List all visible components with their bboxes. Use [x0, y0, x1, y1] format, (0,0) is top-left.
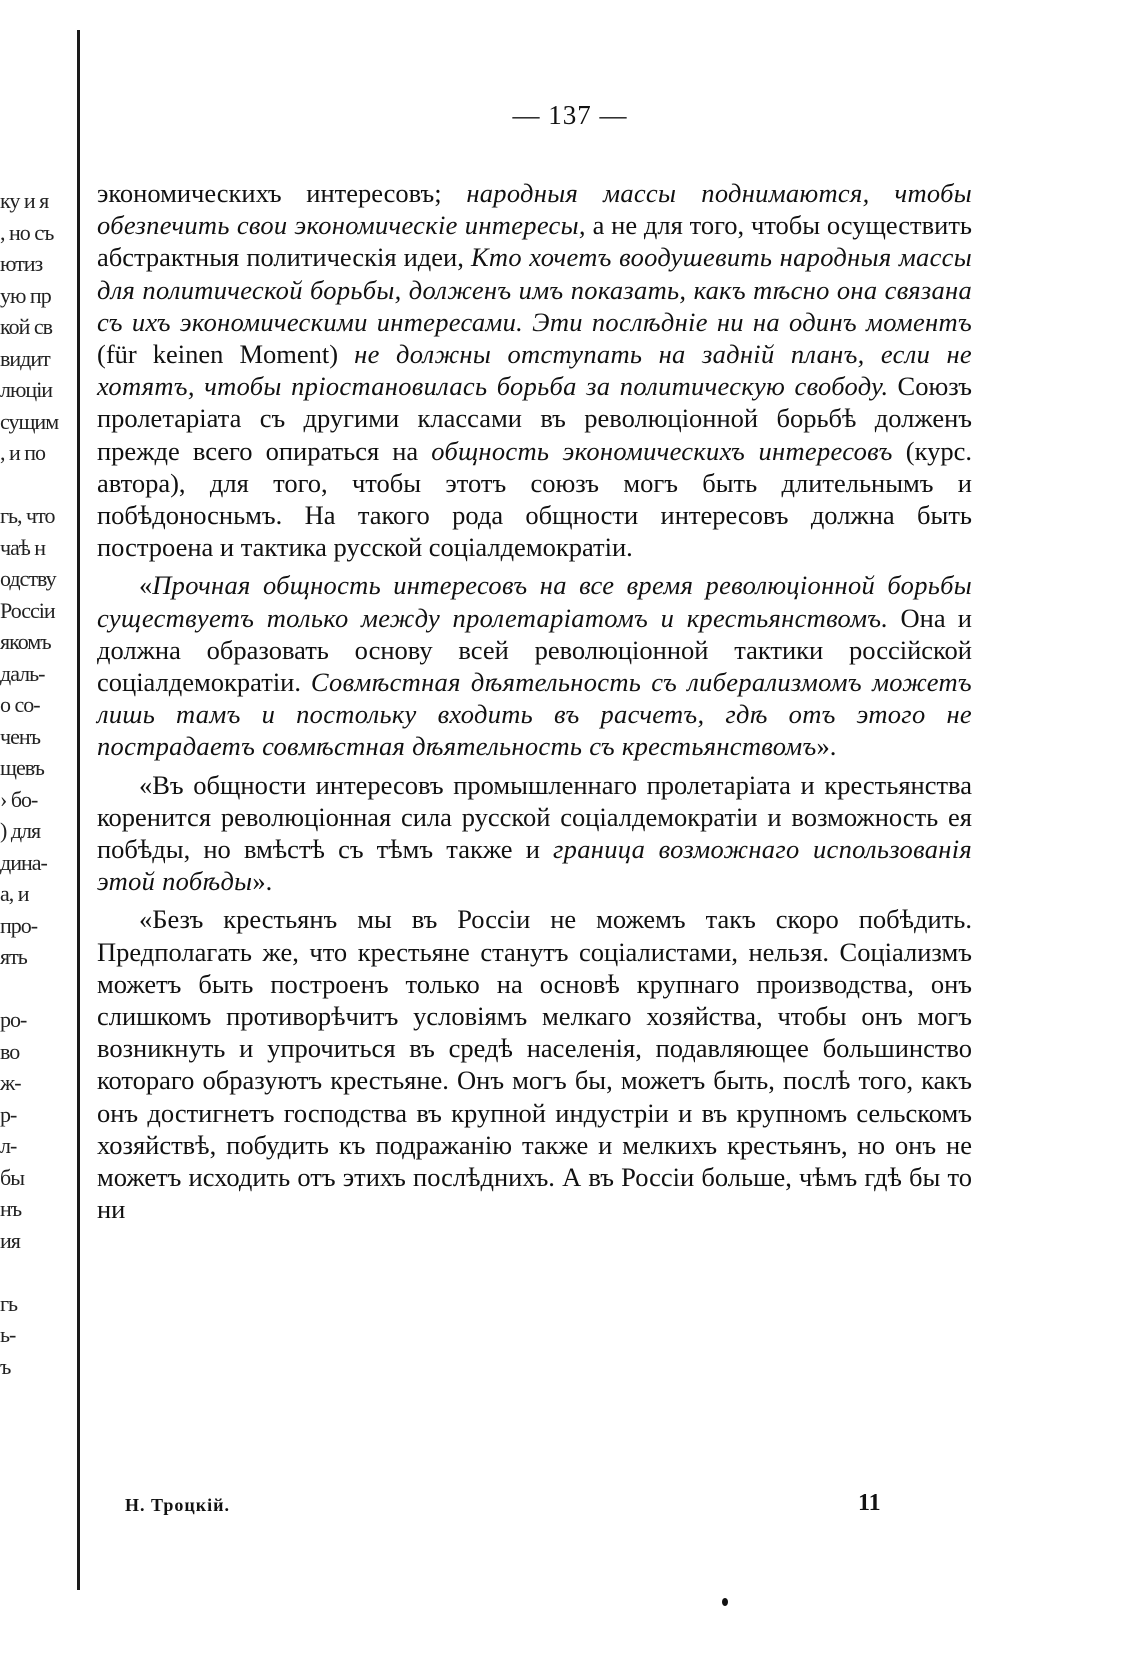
footer-author: Н. Троцкiй. — [125, 1495, 230, 1515]
bleed-line: о со- — [0, 692, 40, 717]
bleed-line: а, и — [0, 881, 29, 906]
italic-run: не должны отступать на заднiй планъ, если не хотятъ, чтобы прiостановилась борьба за политическую свободу. — [97, 339, 972, 402]
bleed-line: видит — [0, 345, 50, 371]
bleed-through-text — [0, 185, 74, 1379]
bleed-line: дина- — [0, 849, 47, 875]
bleed-line: ять — [0, 944, 27, 969]
bleed-line: ъ — [0, 1353, 11, 1379]
text-run: «Безъ крестьянъ мы въ Россiи не можемъ такъ скоро побѣдить. Предполагать же, что крестьяне станутъ соцiалистами, нельзя. Соцiализмъ можетъ быть построенъ только на основѣ крупнаго производства, онъ слишкомъ противорѣчитъ условiямъ мелкаго хозяйства, чтобы онъ могъ возникнуть и упрочиться въ средѣ населенiя, подавляющее большинство котораго образуютъ крестьяне. Онъ могъ бы, можетъ быть, послѣ того, какъ онъ достигнетъ господства въ крупной индустрiи и въ крупномъ сельскомъ хозяйствѣ, побудить къ подражанiю также и мелкихъ крестьянъ, но онъ не можетъ исходить отъ этихъ послѣднихъ. А въ Россiи больше, чѣмъ гдѣ бы то ни — [97, 904, 972, 1225]
bleed-line: щевъ — [0, 755, 44, 780]
bleed-line: одству — [0, 566, 56, 591]
bleed-line: во — [0, 1038, 20, 1064]
bleed-line: л- — [0, 1133, 17, 1158]
bleed-line: ку и я — [0, 188, 49, 213]
italic-run: Совмѣстная дѣятельность съ либерализмомъ можетъ лишь тамъ и постольку входить въ расчетъ, гдѣ отъ этого не пострадаетъ совмѣстная дѣятельность съ крестьянствомъ — [97, 667, 972, 762]
text-run: ». — [252, 866, 273, 897]
bleed-line: про- — [0, 912, 38, 938]
page-number: — 137 — — [512, 100, 628, 130]
text-run: Она и должна образовать основу всей революцiонной тактики россiйской соцiалдемократiи. — [97, 602, 972, 698]
bleed-line: гь — [0, 1290, 18, 1316]
signature-mark: 11 — [858, 1490, 881, 1516]
bleed-line — [0, 973, 74, 1005]
bleed-line: ую пр — [0, 282, 51, 308]
bleed-line: ) для — [0, 818, 41, 843]
text-run: Союзъ пролетарiата съ другими классами въ революцiонной борьбѣ долженъ прежде всего опираться на — [97, 371, 972, 466]
bleed-line: даль- — [0, 660, 45, 686]
bleed-line: гь, что — [0, 503, 55, 528]
bleed-line: , и по — [0, 440, 46, 465]
bleed-line: нъ — [0, 1196, 22, 1221]
body-text — [97, 177, 972, 1226]
ink-speck — [722, 1598, 728, 1606]
italic-run: Прочная общность интересовъ на все время революцiонной борьбы существуетъ только между пролетарiатомъ и крестьянствомъ. — [97, 570, 972, 633]
bleed-line: чаѣ н — [0, 534, 46, 560]
italic-run: Кто хочетъ воодушевить народныя массы для политической борьбы, долженъ имъ показать, какъ тѣсно она связана съ ихъ экономическими интересами. Эти послѣднiе ни на одинъ моментъ — [97, 242, 972, 337]
bleed-line: р- — [0, 1101, 17, 1127]
bleed-line: ро- — [0, 1007, 27, 1032]
bleed-line: ия — [0, 1227, 20, 1253]
text-run: а не для того, чтобы осуществить абстрактныя политическiя идеи, — [97, 210, 972, 273]
bleed-line — [0, 1256, 74, 1288]
text-run: экономическихъ интересовъ; — [97, 178, 467, 208]
text-run: « — [139, 570, 153, 601]
bleed-line: , но съ — [0, 219, 54, 245]
italic-run: народныя массы поднимаются, чтобы обезпечить свои экономическiе интересы, — [97, 178, 972, 241]
paragraph-2 — [97, 569, 972, 762]
bleed-line: › бо- — [0, 786, 38, 812]
text-run: «Въ общности интересовъ промышленнаго пролетарiата и крестьянства коренится революцiонная сила русской соцiалдемократiи и возможность ея побѣды, но вмѣстѣ съ тѣмъ также и — [97, 769, 972, 865]
italic-run: общность экономическихъ интересовъ — [431, 435, 893, 466]
bleed-line: якомъ — [0, 629, 51, 654]
bleed-line: ютиз — [0, 251, 43, 276]
bleed-line: ь- — [0, 1322, 16, 1347]
text-run: (für keinen Moment) — [97, 339, 355, 370]
bleed-line: сущим — [0, 408, 59, 434]
paragraph-1 — [97, 177, 972, 563]
bleed-line: люцiи — [0, 377, 53, 402]
gutter-line — [77, 30, 80, 1590]
text-run: ». — [816, 731, 837, 762]
bleed-line: бы — [0, 1164, 24, 1190]
paragraph-3 — [97, 769, 972, 898]
bleed-line — [0, 469, 74, 501]
italic-run: граница возможнаго использованiя этой побѣды — [97, 834, 972, 897]
bleed-line: ченъ — [0, 723, 40, 749]
text-run: (курс. автора), для того, чтобы этотъ союзъ могъ быть длительнымъ и побѣдоносньмъ. На такого рода общности интересовъ должна быть построена и тактика русской соцiалдемократiи. — [97, 435, 972, 563]
bleed-line: кой св — [0, 314, 52, 339]
bleed-line: ж- — [0, 1070, 21, 1095]
paragraph-4 — [97, 903, 972, 1225]
bleed-line: Россiи — [0, 597, 55, 623]
